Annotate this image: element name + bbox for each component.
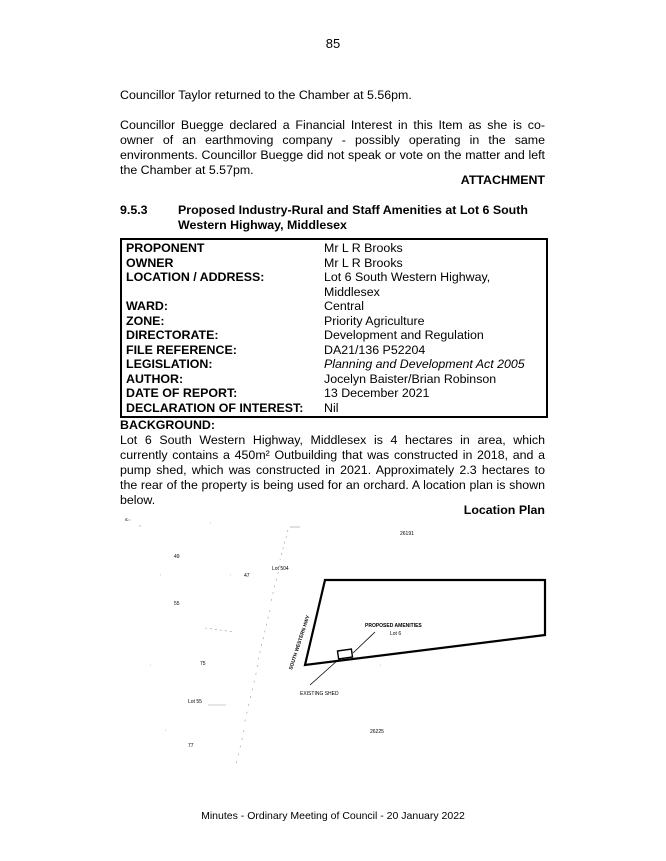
- map-label-lot55: Lot 55: [188, 699, 202, 705]
- page-footer: Minutes - Ordinary Meeting of Council - 20 January 2022: [201, 810, 465, 822]
- lot-6-boundary: [305, 580, 545, 665]
- info-row: [126, 241, 542, 256]
- info-value: DA21/136 P52204: [324, 342, 426, 357]
- info-value: Priority Agriculture: [324, 313, 425, 328]
- background-text: Lot 6 South Western Highway, Middlesex is 4 hectares in area, which currently contains a 450m² Outbuilding that was constructed in 2018, and a pump shed, which was constructed in 2021. Approximately 2.3 hectares to the rear of the property is being used for an orchard. A location plan is shown below.: [120, 433, 545, 507]
- paragraph-interest: Councillor Buegge declared a Financial Interest in this Item as she is co-owner of an earthmoving company - possibly operating in the same environments. Councillor Buegge did not speak or vote on the matter and left the Chamber at 5.57pm.: [120, 118, 545, 177]
- info-row: [126, 328, 542, 343]
- background-heading: BACKGROUND:: [120, 418, 215, 432]
- info-value: Lot 6 South Western Highway, Middlesex: [324, 270, 491, 299]
- info-value: Jocelyn Baister/Brian Robinson: [324, 371, 497, 386]
- info-label: LEGISLATION:: [126, 357, 213, 371]
- info-row: [126, 386, 542, 401]
- map-label-lot6: Lot 6: [390, 631, 402, 637]
- map-label-lot504: Lot 504: [272, 566, 289, 572]
- info-value: Development and Regulation: [324, 328, 484, 342]
- info-value: Mr L R Brooks: [324, 241, 403, 255]
- paragraph-return: Councillor Taylor returned to the Chamber at 5.56pm.: [120, 88, 412, 102]
- info-value: Mr L R Brooks: [324, 255, 403, 270]
- info-label: ZONE:: [126, 313, 165, 328]
- info-row: [126, 372, 542, 387]
- map-label-road: SOUTH WESTERN HWY: [288, 614, 312, 671]
- info-row: [126, 401, 542, 416]
- page-number: 85: [325, 36, 341, 51]
- map-label-77: 77: [188, 743, 194, 749]
- info-label: OWNER: [126, 255, 174, 270]
- info-label: LOCATION / ADDRESS:: [126, 270, 265, 284]
- proposed-leader-line: [353, 632, 375, 653]
- attachment-label: ATTACHMENT: [460, 173, 545, 187]
- item-number: 9.5.3: [120, 203, 148, 217]
- map-mark: ≤: [125, 517, 128, 523]
- info-value: Central: [324, 299, 364, 313]
- map-label-26191: 26191: [400, 531, 414, 537]
- info-label: FILE REFERENCE:: [126, 342, 237, 357]
- info-label: PROPONENT: [126, 241, 205, 255]
- proposed-building: [338, 649, 353, 659]
- info-row: [126, 299, 542, 314]
- item-title: Proposed Industry-Rural and Staff Amenities at Lot 6 South Western Highway, Middlesex: [178, 203, 528, 232]
- location-plan-label: Location Plan: [463, 503, 545, 517]
- info-label: DECLARATION OF INTEREST:: [126, 400, 304, 415]
- info-row: [126, 343, 542, 358]
- info-label: WARD:: [126, 299, 168, 313]
- info-label: DIRECTORATE:: [126, 328, 219, 342]
- map-label-55: 55: [174, 601, 180, 607]
- item-heading: [120, 203, 545, 235]
- info-label: DATE OF REPORT:: [126, 386, 238, 400]
- info-value: 13 December 2021: [324, 386, 430, 400]
- map-label-75: 75: [200, 661, 206, 667]
- map-label-proposed: PROPOSED AMENITIES: [365, 623, 422, 629]
- map-label-26225: 26225: [370, 729, 384, 735]
- info-row: [126, 270, 542, 299]
- location-plan-map: [120, 515, 550, 770]
- info-row: [126, 357, 542, 372]
- map-label-47: 47: [244, 573, 250, 579]
- map-label-49: 49: [174, 554, 180, 560]
- map-label-existing-shed: EXISTING SHED: [300, 691, 339, 697]
- info-row: [126, 314, 542, 329]
- info-value: Planning and Development Act 2005: [324, 357, 525, 371]
- info-row: [126, 256, 542, 271]
- info-label: AUTHOR:: [126, 371, 184, 386]
- info-value: Nil: [324, 400, 339, 415]
- info-table: [120, 238, 548, 418]
